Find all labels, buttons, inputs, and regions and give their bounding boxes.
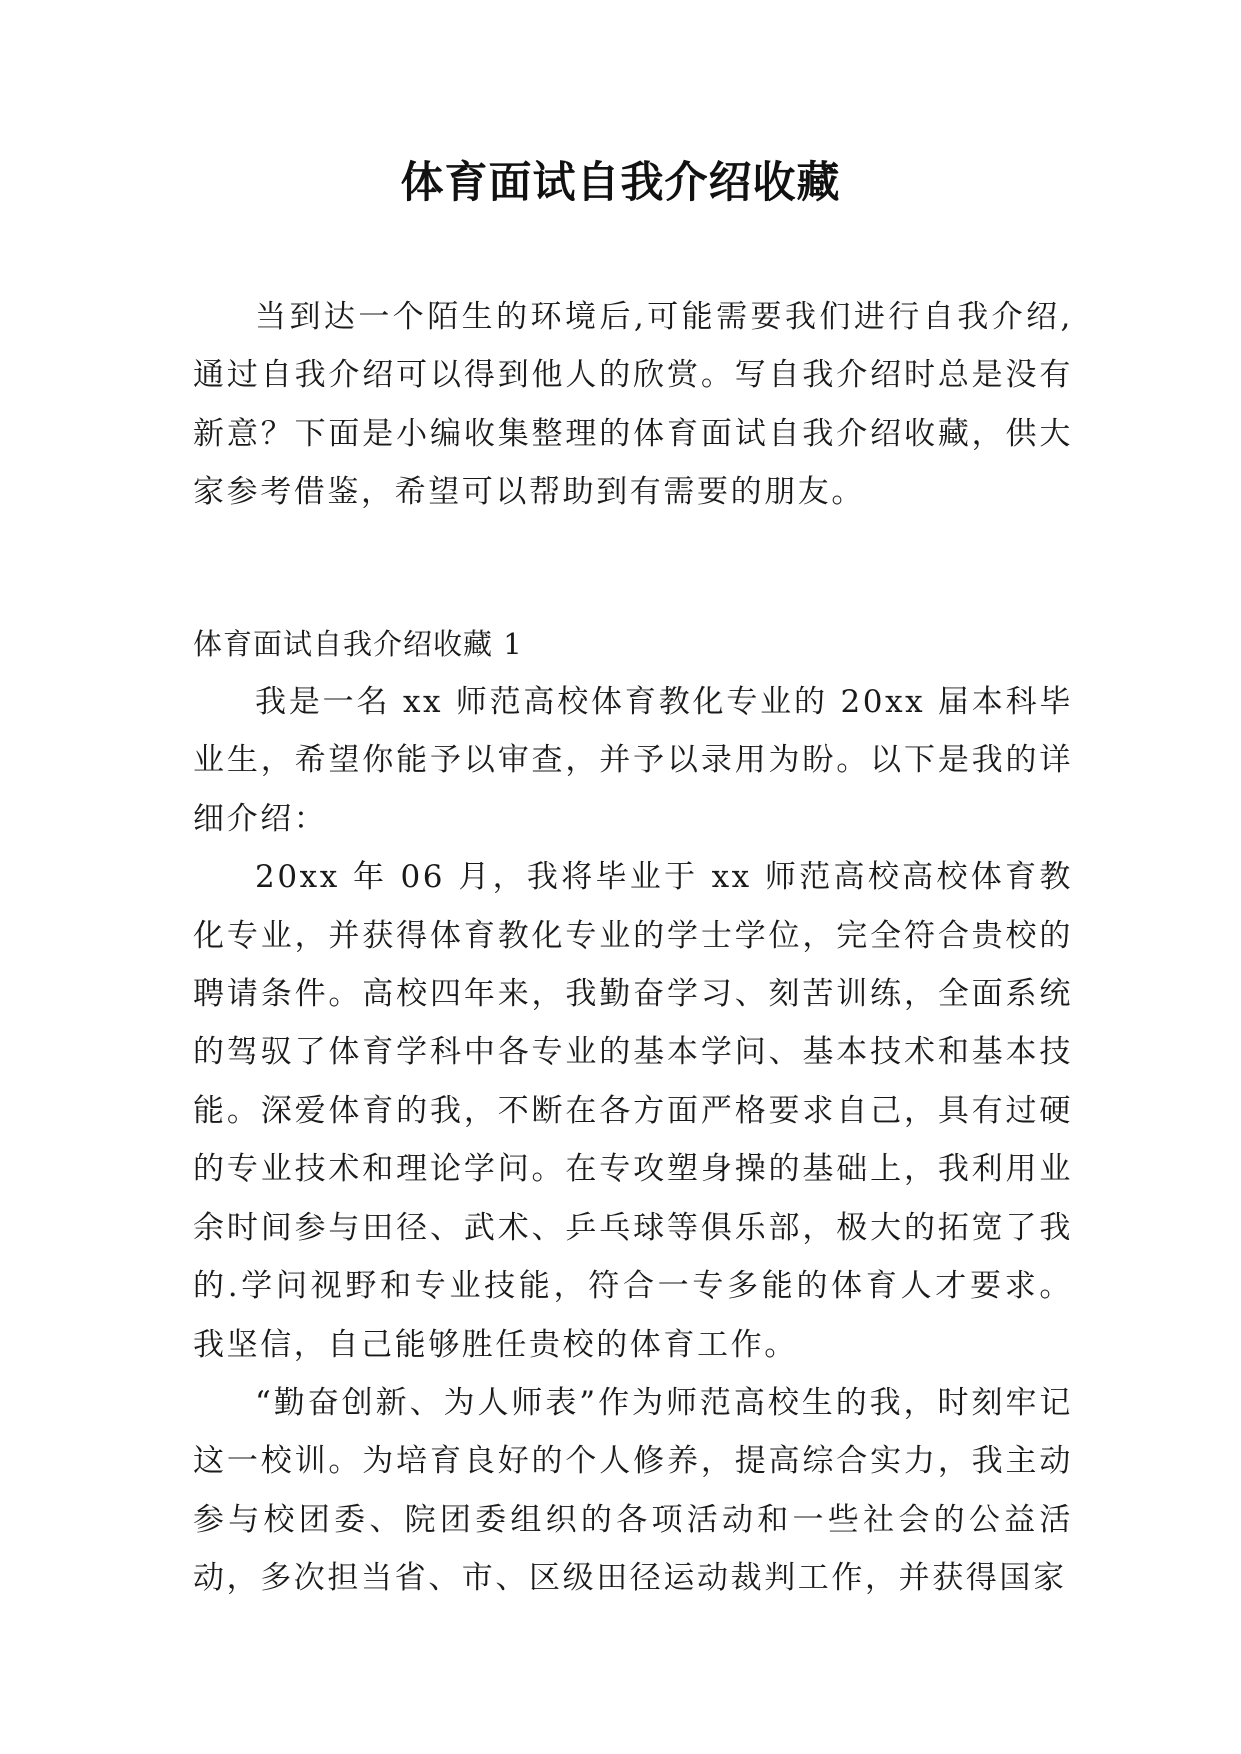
document-body [193, 288, 1073, 1608]
spacer [193, 522, 1073, 615]
body-paragraph-1: 我是一名 xx 师范高校体育教化专业的 20xx 届本科毕业生，希望你能予以审查，并予以录用为盼。以下是我的详细介绍： [193, 684, 1073, 837]
section-heading: 体育面试自我介绍收藏 1 [193, 626, 523, 661]
body-paragraph-2: 20xx 年 06 月，我将毕业于 xx 师范高校高校体育教化专业，并获得体育教化专业的学士学位，完全符合贵校的聘请条件。高校四年来，我勤奋学习、刻苦训练，全面系统的驾驭了体育学科中各专业的基本学问、基本技术和基本技能。深爱体育的我，不断在各方面严格要求自己，具有过硬的专业技术和理论学问。在专攻塑身操的基础上，我利用业余时间参与田径、武术、乒乓球等俱乐部，极大的拓宽了我的.学问视野和专业技能，符合一专多能的体育人才要求。我坚信，自己能够胜任贵校的体育工作。 [193, 859, 1073, 1363]
body-paragraph-3: “勤奋创新、为人师表”作为师范高校生的我，时刻牢记这一校训。为培育良好的个人修养，提高综合实力，我主动参与校团委、院团委组织的各项活动和一些社会的公益活动，多次担当省、市、区级田径运动裁判工作，并获得国家 [193, 1384, 1073, 1597]
intro-paragraph: 当到达一个陌生的环境后,可能需要我们进行自我介绍,通过自我介绍可以得到他人的欣赏。写自我介绍时总是没有新意？下面是小编收集整理的体育面试自我介绍收藏，供大家参考借鉴，希望可以帮助到有需要的朋友。 [193, 299, 1073, 511]
document-title: 体育面试自我介绍收藏 [400, 158, 841, 208]
